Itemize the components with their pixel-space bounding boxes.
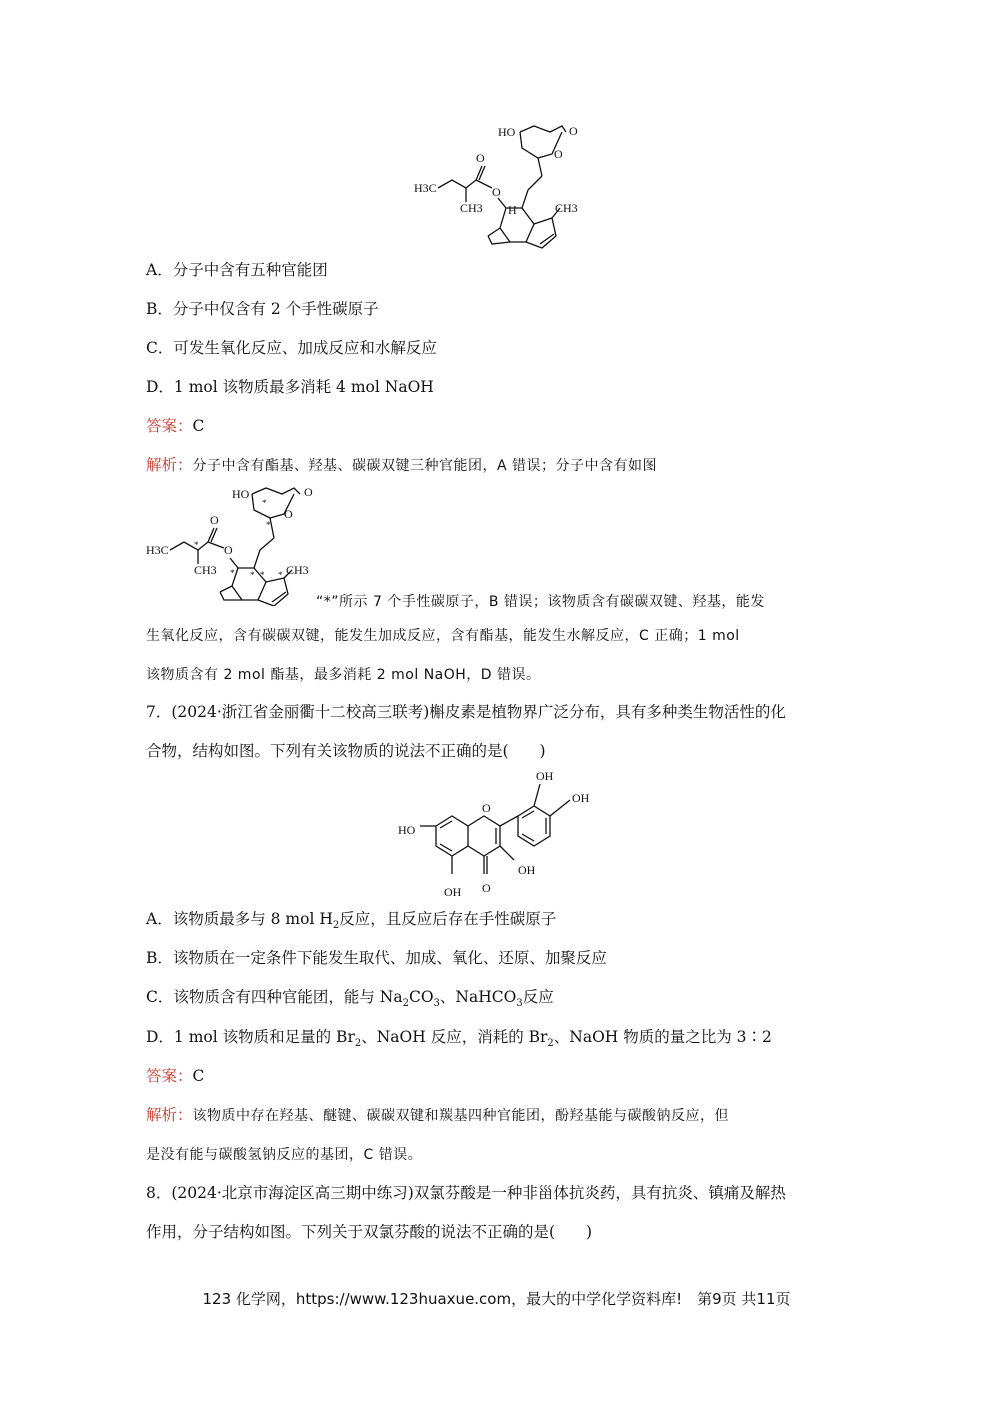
q6-answer — [146, 415, 204, 437]
svg-text:*: * — [278, 570, 283, 580]
q6-analysis-text-1: 分子中含有酯基、羟基、碳碳双键三种官能团，A 错误；分子中含有如图 — [192, 458, 658, 474]
q7-option-c-text-2: 反应 — [522, 988, 554, 1006]
struct2-label-o3: O — [210, 513, 219, 527]
molecule-structure-quercetin — [396, 766, 596, 898]
struct1-label-o2: O — [554, 147, 563, 161]
q6-analysis-line-1 — [146, 454, 657, 477]
q7-analysis-text-2: 是没有能与碳酸氢钠反应的基团，C 错误。 — [146, 1147, 423, 1163]
q7-option-c-nahco: 、NaHCO — [439, 988, 517, 1006]
q7-option-c-text: C．该物质含有四种官能团，能与 Na — [146, 988, 403, 1006]
q6-option-d: D．1 mol 该物质最多消耗 4 mol NaOH — [146, 378, 434, 396]
molecule-structure-1 — [410, 118, 590, 250]
q7-option-d-sub1: 2 — [354, 1038, 362, 1050]
struct2-label-o4: O — [224, 543, 233, 557]
q6-answer-label: 答案： — [146, 417, 193, 435]
q7-analysis-line-2 — [146, 1143, 422, 1166]
quercetin-label-oh1: OH — [536, 769, 554, 783]
q6-analysis-line-3 — [146, 624, 740, 647]
q6-analysis-text-3: 生氧化反应，含有碳碳双键，能发生加成反应，含有酯基，能发生水解反应，C 正确；1 mol — [146, 628, 740, 644]
struct1-label-o4: O — [492, 185, 501, 199]
q7-option-d-text: D．1 mol 该物质和足量的 Br — [146, 1028, 355, 1046]
svg-text:*: * — [230, 568, 235, 578]
quercetin-label-oh2: OH — [572, 791, 590, 805]
svg-text:*: * — [260, 570, 265, 580]
quercetin-label-o2: O — [482, 881, 491, 895]
quercetin-label-oh3: OH — [518, 863, 536, 877]
q6-analysis-label: 解析： — [146, 456, 193, 474]
svg-text:*: * — [194, 540, 199, 550]
struct2-label-ho: HO — [232, 487, 250, 501]
q7-option-d-text-3: 、NaOH 物质的量之比为 3∶2 — [553, 1028, 772, 1046]
q7-option-a-sub: 2 — [332, 920, 340, 932]
q6-analysis-text-2: “*”所示 7 个手性碳原子，B 错误；该物质含有碳碳双键、羟基，能发 — [316, 594, 765, 610]
svg-text:*: * — [262, 498, 267, 508]
q7-option-a — [146, 908, 556, 937]
q7-option-c — [146, 986, 554, 1015]
q7-answer-value: C — [192, 1067, 205, 1085]
svg-text:*: * — [250, 570, 255, 580]
struct1-label-h3c: H3C — [414, 181, 437, 195]
q7-option-c-sub1: 2 — [402, 998, 409, 1010]
q7-option-a-text-2: 反应，且反应后存在手性碳原子 — [339, 910, 557, 928]
struct1-label-ho: HO — [498, 125, 516, 139]
q6-analysis-line-2 — [316, 590, 765, 613]
struct2-label-ch3a: CH3 — [194, 563, 217, 577]
q6-option-b: B．分子中仅含有 2 个手性碳原子 — [146, 300, 379, 318]
q8-stem-line-2: 作用，分子结构如图。下列关于双氯芬酸的说法不正确的是( ) — [146, 1223, 593, 1241]
q6-analysis-line-4 — [146, 663, 541, 686]
q8-stem-line-1: 8．(2024·北京市海淀区高三期中练习)双氯芬酸是一种非甾体抗炎药，具有抗炎、镇痛及解热 — [146, 1184, 786, 1202]
q7-option-d-text-2: 、NaOH 反应，消耗的 Br — [361, 1028, 548, 1046]
struct1-label-h: H — [508, 203, 517, 217]
q7-analysis-label: 解析： — [146, 1106, 193, 1124]
q7-stem-line-2: 合物，结构如图。下列有关该物质的说法不正确的是( ) — [146, 742, 546, 760]
q7-option-c-sub2: 3 — [433, 998, 440, 1010]
q7-answer-label: 答案： — [146, 1067, 193, 1085]
q7-stem-line-1: 7．(2024·浙江省金丽衢十二校高三联考)槲皮素是植物界广泛分布，具有多种类生物活性的化 — [146, 703, 786, 721]
svg-text:*: * — [266, 520, 271, 530]
q6-option-c: C．可发生氧化反应、加成反应和水解反应 — [146, 339, 437, 357]
struct1-label-ch3b: CH3 — [555, 201, 578, 215]
q6-option-a: A．分子中含有五种官能团 — [146, 261, 328, 279]
q7-option-b: B．该物质在一定条件下能发生取代、加成、氧化、还原、加聚反应 — [146, 949, 607, 967]
q7-analysis-text-1: 该物质中存在羟基、醚键、碳碳双键和羰基四种官能团，酚羟基能与碳酸钠反应，但 — [192, 1108, 730, 1124]
struct2-label-o1: O — [304, 485, 313, 499]
struct2-label-h3c: H3C — [146, 543, 169, 557]
struct1-label-o3: O — [476, 151, 485, 165]
q7-option-d — [146, 1026, 772, 1055]
q7-option-d-sub2: 2 — [547, 1038, 554, 1050]
struct2-label-o2: O — [284, 507, 293, 521]
q7-option-c-sub3: 3 — [516, 998, 523, 1010]
q7-analysis-line-1 — [146, 1104, 729, 1127]
q7-option-a-text: A．该物质最多与 8 mol H — [146, 910, 333, 928]
q7-option-c-co: CO — [408, 988, 434, 1006]
q6-analysis-text-4: 该物质含有 2 mol 酯基，最多消耗 2 mol NaOH，D 错误。 — [146, 667, 541, 683]
quercetin-label-o: O — [482, 801, 491, 815]
q6-answer-value: C — [192, 417, 205, 435]
struct1-label-ch3a: CH3 — [460, 201, 483, 215]
quercetin-label-ho: HO — [398, 823, 416, 837]
quercetin-label-oh4: OH — [444, 885, 462, 898]
page-footer: 123 化学网，https://www.123huaxue.com，最大的中学化学资料库! 第9页 共11页 — [202, 1290, 791, 1308]
molecule-structure-2 — [146, 482, 316, 606]
struct1-label-o1: O — [569, 124, 578, 138]
q7-answer — [146, 1065, 204, 1087]
struct2-label-ch3b: CH3 — [286, 563, 309, 577]
